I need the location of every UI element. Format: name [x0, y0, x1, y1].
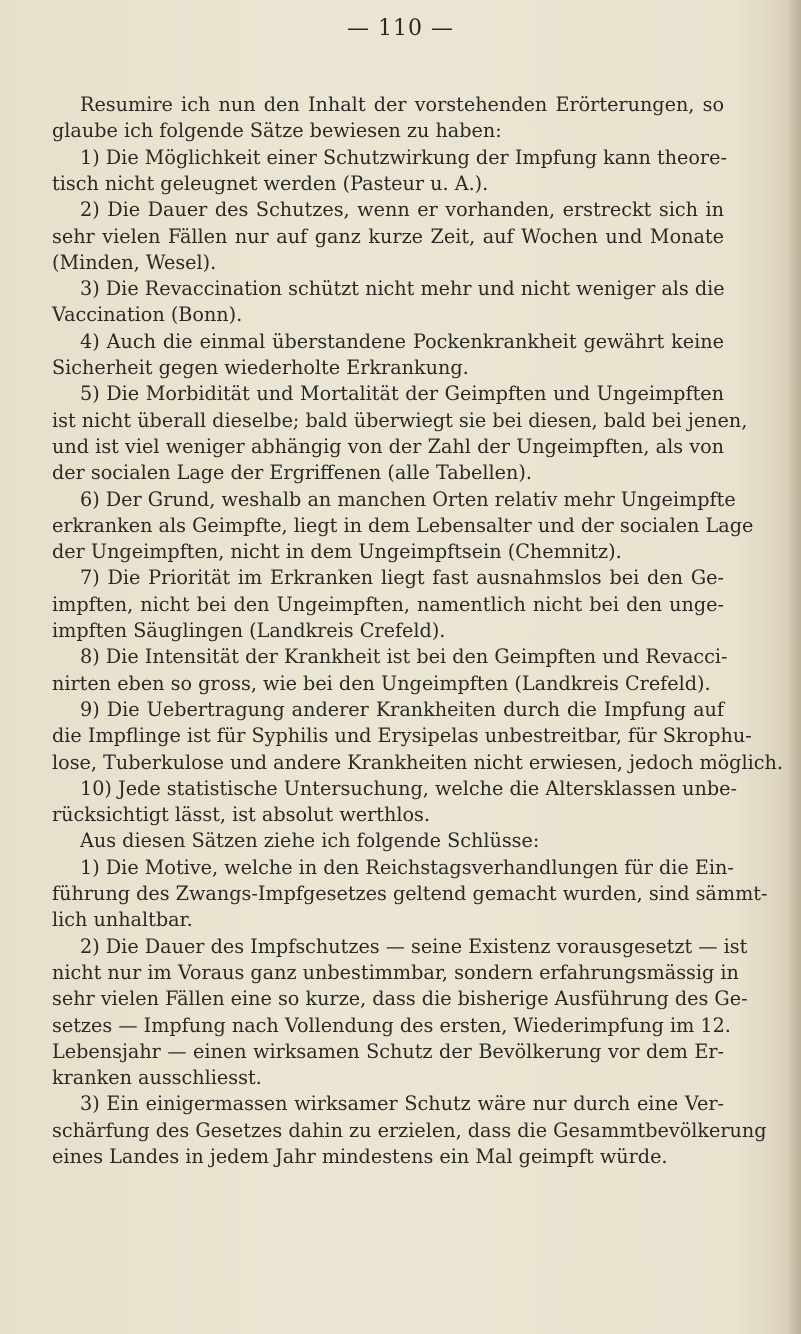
text-line: Sicherheit gegen wiederholte Erkrankung. [52, 356, 469, 379]
text-line: 10) Jede statistische Untersuchung, welche die Altersklassen unbe- [80, 776, 737, 800]
text-line: der socialen Lage der Ergriffenen (alle Tabellen). [52, 461, 532, 485]
text-line: eines Landes in jedem Jahr mindestens ein Mal geimpft würde. [52, 1145, 668, 1168]
text-line: 7) Die Priorität im Erkranken liegt fast ausnahmslos bei den Ge- [80, 566, 724, 590]
text-line: impften Säuglingen (Landkreis Crefeld). [52, 619, 446, 642]
text-line: und ist viel weniger abhängig von der Zahl der Ungeimpften, als von [52, 434, 724, 458]
text-line: lich unhaltbar. [52, 908, 193, 932]
text-line: 9) Die Uebertragung anderer Krankheiten durch die Impfung auf [80, 697, 724, 721]
text-line: Lebensjahr — einen wirksamen Schutz der Bevölkerung vor dem Er- [52, 1039, 724, 1063]
text-line: nicht nur im Voraus ganz unbestimmbar, sondern erfahrungsmässig in [52, 960, 739, 984]
text-line: 1) Die Motive, welche in den Reichstagsverhandlungen für die Ein- [80, 855, 734, 879]
text-line: impften, nicht bei den Ungeimpften, namentlich nicht bei den unge- [52, 592, 724, 616]
text-line: 2) Die Dauer des Schutzes, wenn er vorhanden, erstreckt sich in [80, 198, 724, 222]
text-line: erkranken als Geimpfte, liegt in dem Lebensalter und der socialen Lage [52, 513, 754, 537]
page-edge-shadow [787, 0, 801, 1334]
text-line: der Ungeimpften, nicht in dem Ungeimpftsein (Chemnitz). [52, 540, 622, 564]
text-line: Aus diesen Sätzen ziehe ich folgende Schlüsse: [80, 829, 540, 853]
text-line: setzes — Impfung nach Vollendung des ersten, Wiederimpfung im 12. [52, 1013, 731, 1037]
text-line: 6) Der Grund, weshalb an manchen Orten relativ mehr Ungeimpfte [80, 487, 736, 511]
text-line: rücksichtigt lässt, ist absolut werthlos. [52, 803, 430, 827]
text-line: 1) Die Möglichkeit einer Schutzwirkung der Impfung kann theore- [80, 145, 727, 169]
text-line: Vaccination (Bonn). [52, 303, 243, 327]
text-line: 5) Die Morbidität und Mortalität der Geimpften und Ungeimpften [80, 382, 724, 406]
text-line: führung des Zwangs-Impfgesetzes geltend gemacht wurden, sind sämmt- [52, 882, 768, 905]
text-line: die Impflinge ist für Syphilis und Erysipelas unbestreitbar, für Skrophu- [52, 724, 752, 748]
page-number-header: — 110 — [347, 16, 454, 41]
text-line: (Minden, Wesel). [52, 250, 217, 274]
text-line: nirten eben so gross, wie bei den Ungeimpften (Landkreis Crefeld). [52, 671, 711, 695]
text-line: sehr vielen Fällen eine so kurze, dass die bisherige Ausführung des Ge- [52, 987, 748, 1011]
text-line: lose, Tuberkulose und andere Krankheiten nicht erwiesen, jedoch möglich. [52, 750, 783, 774]
text-line: kranken ausschliesst. [52, 1066, 262, 1090]
text-line: 3) Ein einigermassen wirksamer Schutz wäre nur durch eine Ver- [80, 1092, 724, 1116]
text-line: 2) Die Dauer des Impfschutzes — seine Existenz vorausgesetzt — ist [80, 934, 748, 958]
text-line: glaube ich folgende Sätze bewiesen zu haben: [52, 119, 502, 143]
text-line: 3) Die Revaccination schützt nicht mehr und nicht weniger als die [80, 277, 725, 301]
text-line: sehr vielen Fällen nur auf ganz kurze Zeit, auf Wochen und Monate [52, 224, 724, 248]
text-line: schärfung des Gesetzes dahin zu erzielen, dass die Gesammtbevölkerung [52, 1118, 767, 1142]
text-line: 4) Auch die einmal überstandene Pockenkrankheit gewährt keine [80, 329, 724, 353]
text-line: tisch nicht geleugnet werden (Pasteur u. A.). [52, 171, 489, 195]
text-line: 8) Die Intensität der Krankheit ist bei den Geimpften und Revacci- [80, 645, 728, 669]
text-line: Resumire ich nun den Inhalt der vorstehenden Erörterungen, so [80, 93, 724, 116]
text-line: ist nicht überall dieselbe; bald überwiegt sie bei diesen, bald bei jenen, [52, 408, 748, 432]
